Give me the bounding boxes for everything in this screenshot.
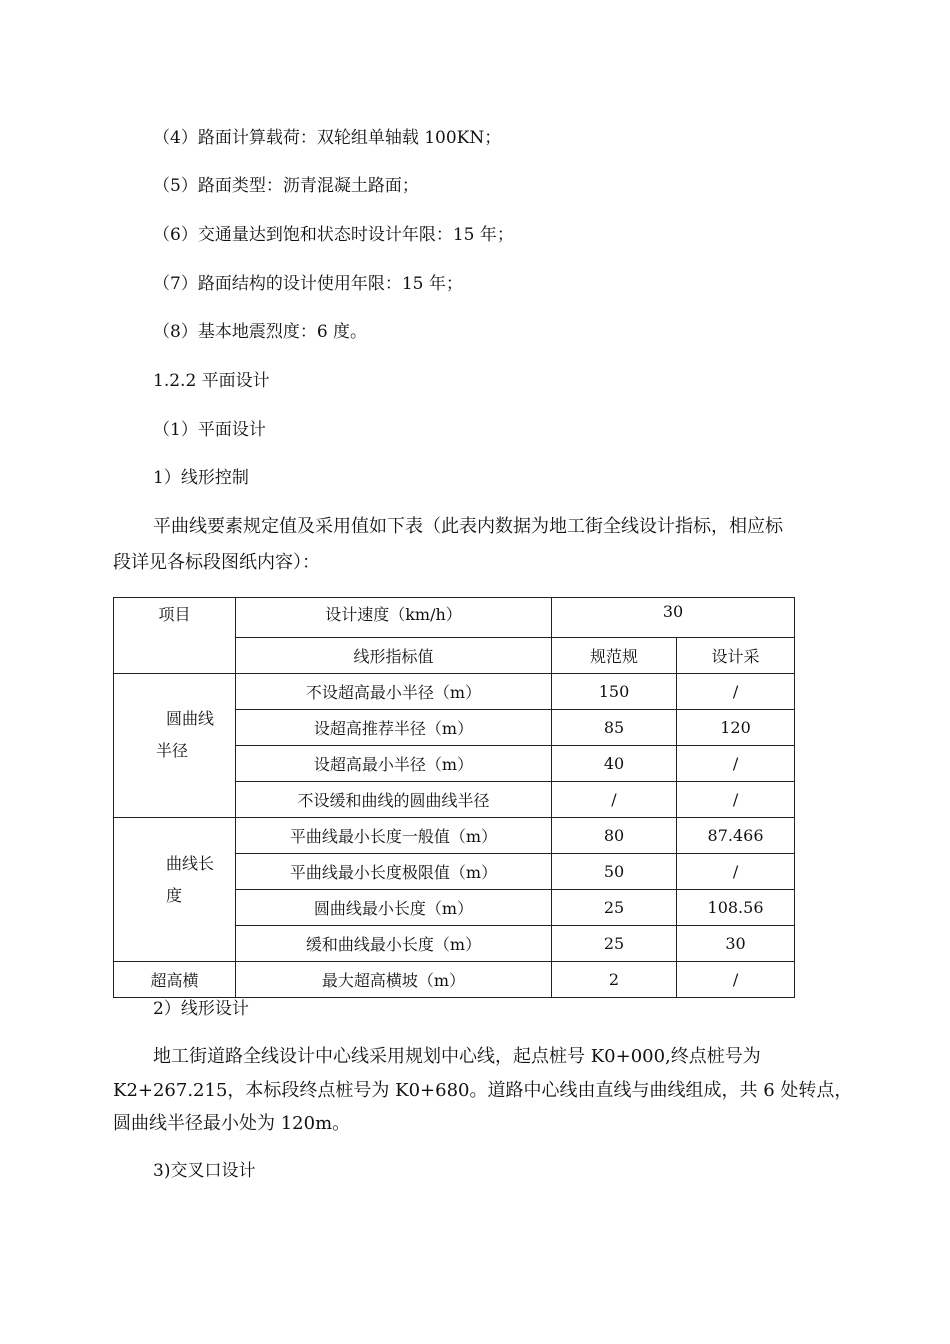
table-row xyxy=(114,674,795,710)
header-item: 项目 xyxy=(114,598,236,674)
row-norm: 50 xyxy=(552,854,677,890)
row-norm: 85 xyxy=(552,710,677,746)
item-4: （4）路面计算载荷：双轮组单轴载 100KN； xyxy=(153,128,502,148)
table-row xyxy=(114,962,795,998)
para-line-1: 地工街道路全线设计中心线采用规划中心线，起点桩号 K0+000,终点桩号为 xyxy=(153,1046,761,1067)
row-design: / xyxy=(677,962,795,998)
row-name: 设超高推荐半径（m） xyxy=(236,710,552,746)
group-circular-radius: 圆曲线 半径 xyxy=(114,674,236,818)
item-8: （8）基本地震烈度：6 度。 xyxy=(153,322,368,342)
row-design: 87.466 xyxy=(677,818,795,854)
row-norm: 25 xyxy=(552,890,677,926)
para-line-3: 圆曲线半径最小处为 120m。 xyxy=(113,1113,351,1134)
intro-text-line-2: 段详见各标段图纸内容）： xyxy=(113,552,320,573)
row-design: 30 xyxy=(677,926,795,962)
table-row xyxy=(114,818,795,854)
item-6: （6）交通量达到饱和状态时设计年限：15 年； xyxy=(153,225,514,245)
subsection-alignment-control: 1）线形控制 xyxy=(153,468,249,488)
row-name: 设超高最小半径（m） xyxy=(236,746,552,782)
row-design: 108.56 xyxy=(677,890,795,926)
row-norm: 25 xyxy=(552,926,677,962)
row-name: 不设缓和曲线的圆曲线半径 xyxy=(236,782,552,818)
row-norm: 80 xyxy=(552,818,677,854)
para-line-2: K2+267.215，本标段终点桩号为 K0+680。道路中心线由直线与曲线组成，共 6 处转点， xyxy=(113,1080,853,1101)
item-5: （5）路面类型：沥青混凝土路面； xyxy=(153,176,419,196)
row-norm: / xyxy=(552,782,677,818)
group-curve-length: 曲线长 度 xyxy=(114,818,236,962)
subsection-plane-design: （1）平面设计 xyxy=(153,420,266,440)
row-name: 圆曲线最小长度（m） xyxy=(236,890,552,926)
header-norm-value: 规范规 xyxy=(552,638,677,674)
table-header-row-1 xyxy=(114,598,795,638)
row-name: 不设超高最小半径（m） xyxy=(236,674,552,710)
row-name: 平曲线最小长度一般值（m） xyxy=(236,818,552,854)
row-design: / xyxy=(677,782,795,818)
row-design: / xyxy=(677,674,795,710)
row-norm: 150 xyxy=(552,674,677,710)
header-design-speed: 设计速度（km/h） xyxy=(236,598,552,638)
header-design-value: 设计采 xyxy=(677,638,795,674)
section-heading: 1.2.2 平面设计 xyxy=(153,371,270,391)
curve-spec-table xyxy=(113,597,795,998)
item-7: （7）路面结构的设计使用年限：15 年； xyxy=(153,274,463,294)
row-norm: 2 xyxy=(552,962,677,998)
intro-text-line-1: 平曲线要素规定值及采用值如下表（此表内数据为地工街全线设计指标，相应标 xyxy=(153,516,783,537)
header-design-speed-value: 30 xyxy=(552,598,795,638)
row-name: 平曲线最小长度极限值（m） xyxy=(236,854,552,890)
subsection-intersection-design: 3)交叉口设计 xyxy=(153,1161,256,1181)
row-design: / xyxy=(677,746,795,782)
header-index-value: 线形指标值 xyxy=(236,638,552,674)
row-norm: 40 xyxy=(552,746,677,782)
group-superelevation: 超高横 xyxy=(114,962,236,998)
row-design: / xyxy=(677,854,795,890)
subsection-alignment-design: 2）线形设计 xyxy=(153,999,249,1019)
row-name: 缓和曲线最小长度（m） xyxy=(236,926,552,962)
row-design: 120 xyxy=(677,710,795,746)
row-name: 最大超高横坡（m） xyxy=(236,962,552,998)
